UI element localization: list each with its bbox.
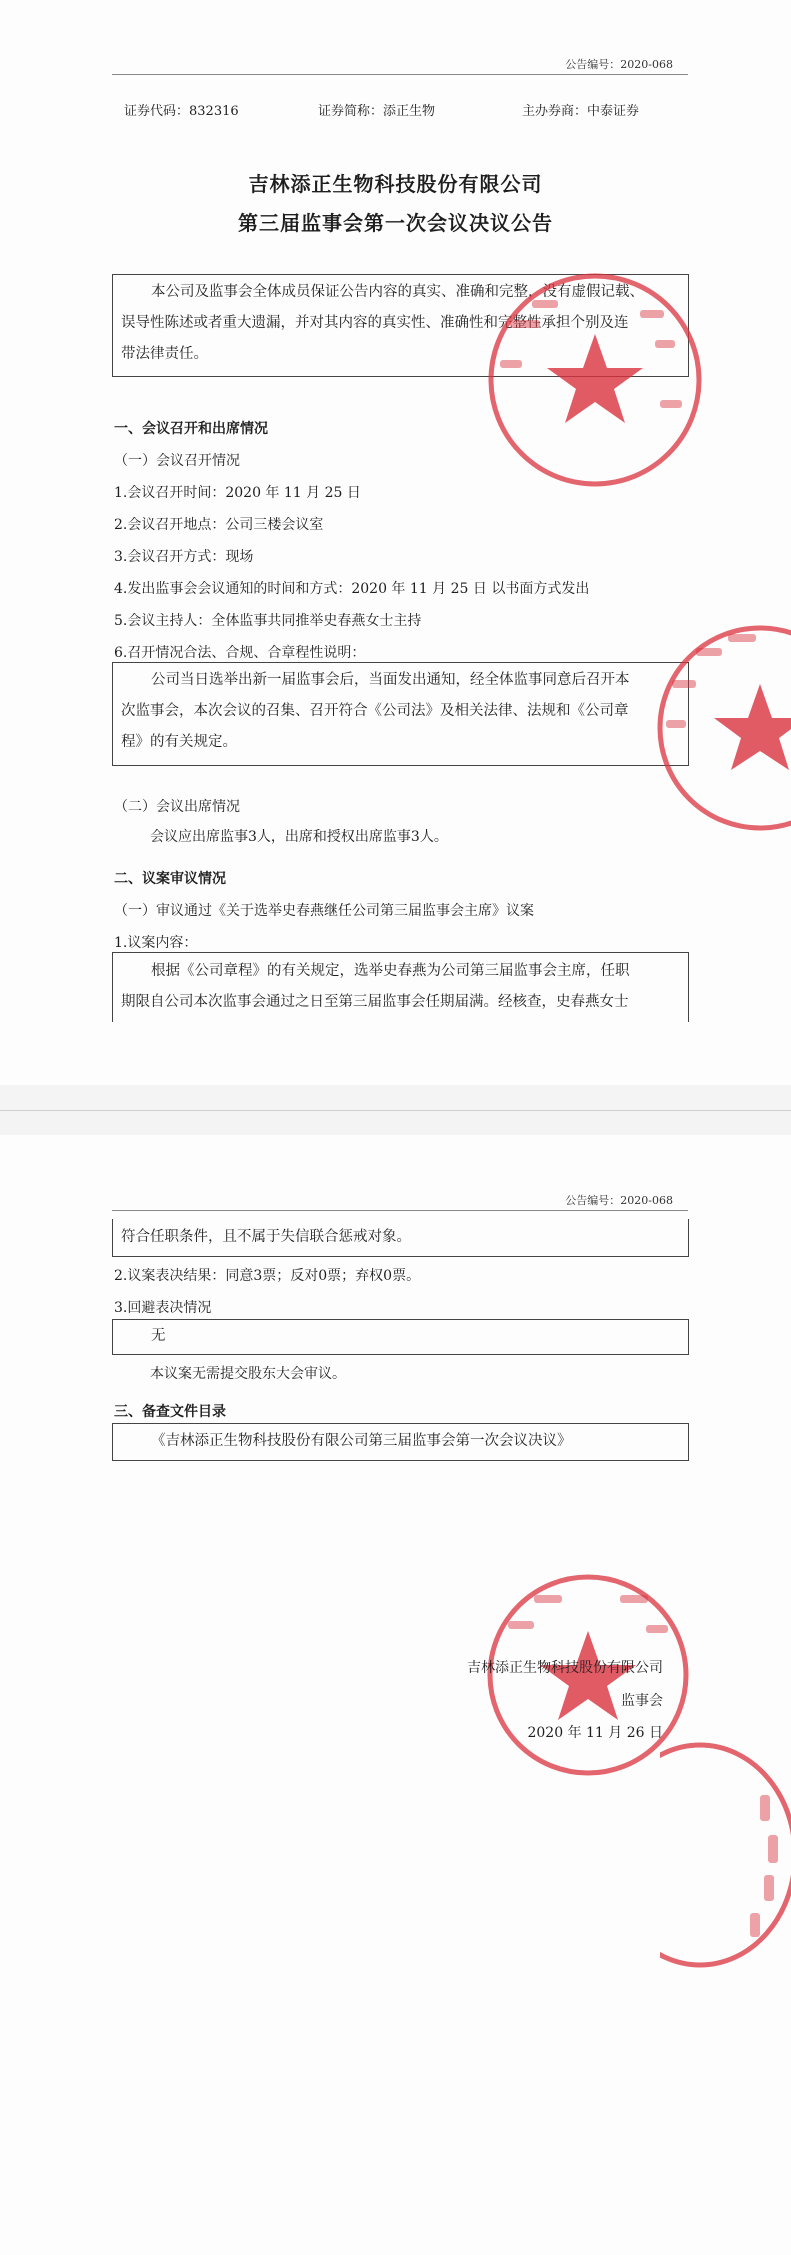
section-1-sub-1: （一）会议召开情况	[114, 453, 240, 469]
declaration-line-2: 误导性陈述或者重大遗漏，并对其内容的真实性、准确性和完整性承担个别及连	[121, 315, 629, 331]
motion-content-line-2: 期限自公司本次监事会通过之日至第三届监事会任期届满。经核查，史春燕女士	[121, 994, 629, 1010]
declaration-line-1: 本公司及监事会全体成员保证公告内容的真实、准确和完整，没有虚假记载、	[151, 284, 644, 300]
legality-box	[112, 662, 689, 766]
stock-code: 证券代码：832316	[124, 104, 239, 119]
announcement-number-2: 公告编号：2020-068	[565, 1194, 673, 1207]
recusal-label: 3.回避表决情况	[114, 1300, 212, 1316]
attendance: 会议应出席监事3人，出席和授权出席监事3人。	[150, 829, 448, 845]
item-legality: 6.召开情况合法、合规、合章程性说明：	[114, 645, 366, 661]
motion-content-line-1: 根据《公司章程》的有关规定，选举史春燕为公司第三届监事会主席，任职	[151, 963, 630, 979]
company-seal-1	[470, 260, 720, 500]
motion-content-label: 1.议案内容：	[114, 935, 198, 951]
section-2-heading: 二、议案审议情况	[114, 871, 226, 887]
motion-content-box-continued	[112, 1219, 689, 1257]
recusal-value: 无	[151, 1328, 166, 1344]
company-seal-2	[640, 610, 791, 850]
signature-company: 吉林添正生物科技股份有限公司	[467, 1660, 663, 1676]
document-page-1	[0, 0, 791, 1085]
header-rule	[112, 74, 688, 75]
signature-board: 监事会	[621, 1693, 663, 1709]
motion-title: （一）审议通过《关于选举史春燕继任公司第三届监事会主席》议案	[114, 903, 534, 919]
announcement-number: 公告编号：2020-068	[565, 58, 673, 71]
reference-doc-box	[112, 1423, 689, 1461]
section-3-heading: 三、备查文件目录	[114, 1404, 226, 1420]
company-seal-4	[660, 1725, 791, 1985]
vote-result: 2.议案表决结果：同意3票；反对0票；弃权0票。	[114, 1268, 421, 1284]
announcement-title: 第三届监事会第一次会议决议公告	[238, 211, 553, 235]
motion-content-line-3: 符合任职条件，且不属于失信联合惩戒对象。	[121, 1229, 411, 1245]
company-title: 吉林添正生物科技股份有限公司	[248, 172, 543, 196]
item-meeting-place: 2.会议召开地点：公司三楼会议室	[114, 517, 324, 533]
item-host: 5.会议主持人：全体监事共同推举史春燕女士主持	[114, 613, 422, 629]
broker: 主办券商：中泰证券	[522, 104, 640, 119]
item-meeting-method: 3.会议召开方式：现场	[114, 549, 254, 565]
signature-date: 2020 年 11 月 26 日	[527, 1725, 663, 1741]
section-1-heading: 一、会议召开和出席情况	[114, 421, 268, 437]
recusal-box	[112, 1319, 689, 1355]
no-shareholder-review: 本议案无需提交股东大会审议。	[150, 1366, 346, 1382]
header-rule-2	[112, 1210, 688, 1211]
page-break	[0, 1110, 791, 1111]
motion-content-box	[112, 952, 689, 1022]
item-notice: 4.发出监事会会议通知的时间和方式：2020 年 11 月 25 日 以书面方式发出	[114, 581, 590, 597]
declaration-line-3: 带法律责任。	[121, 346, 208, 362]
reference-document: 《吉林添正生物科技股份有限公司第三届监事会第一次会议决议》	[151, 1433, 572, 1449]
section-1-sub-2: （二）会议出席情况	[114, 799, 240, 815]
legality-line-3: 程》的有关规定。	[121, 734, 237, 750]
stock-name: 证券简称：添正生物	[318, 104, 436, 119]
document-page-2	[0, 1135, 791, 2255]
legality-line-1: 公司当日选举出新一届监事会后，当面发出通知，经全体监事同意后召开本	[151, 672, 630, 688]
legality-line-2: 次监事会，本次会议的召集、召开符合《公司法》及相关法律、法规和《公司章	[121, 703, 629, 719]
item-meeting-time: 1.会议召开时间：2020 年 11 月 25 日	[114, 485, 361, 501]
